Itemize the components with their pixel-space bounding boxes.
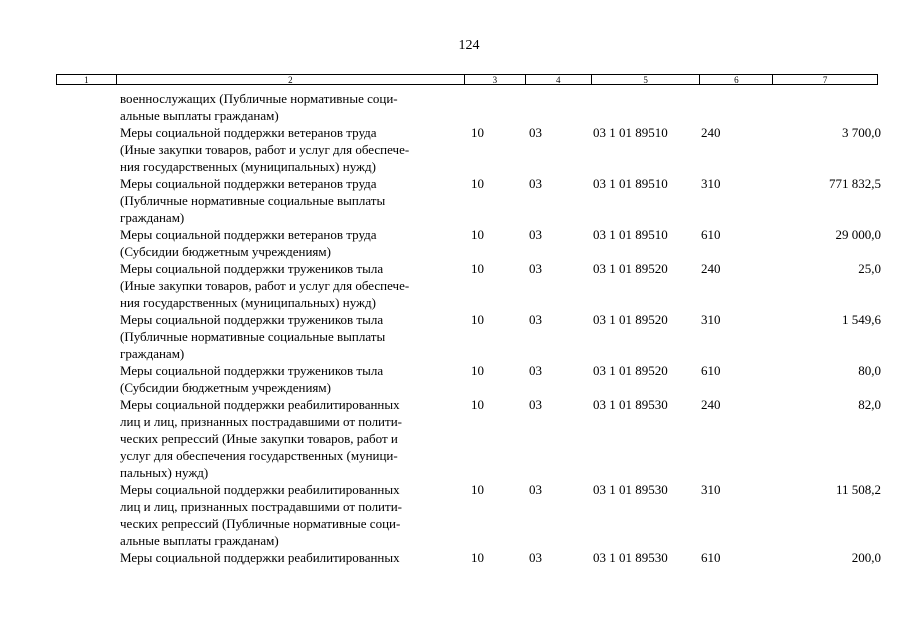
table-row <box>0 549 905 566</box>
table-body <box>0 90 905 566</box>
header-cell: 2 <box>117 75 465 84</box>
row-amount: 11 508,2 <box>835 482 881 497</box>
row-target: 03 1 01 89530 <box>593 482 668 497</box>
row-section: 10 <box>471 550 484 565</box>
table-row <box>0 226 905 260</box>
row-name: Меры социальной поддержки тружеников тыла (Публичные нормативные социальные выплаты гражданам) <box>120 312 386 361</box>
row-amount <box>769 90 881 124</box>
row-amount: 3 700,0 <box>842 125 881 140</box>
table-row <box>0 396 905 481</box>
table-row <box>0 260 905 311</box>
table-row <box>0 362 905 396</box>
header-cell: 6 <box>700 75 773 84</box>
row-section: 10 <box>471 176 484 191</box>
row-section: 10 <box>471 363 484 378</box>
header-cell: 1 <box>57 75 117 84</box>
table-row <box>0 175 905 226</box>
row-subsection: 03 <box>529 482 542 497</box>
row-amount: 29 000,0 <box>835 227 881 242</box>
row-section: 10 <box>471 227 484 242</box>
row-subsection: 03 <box>529 176 542 191</box>
table-header-row <box>56 74 878 85</box>
row-target: 03 1 01 89530 <box>593 397 668 412</box>
row-subsection: 03 <box>529 550 542 565</box>
row-subsection: 03 <box>529 227 542 242</box>
row-expense-type: 310 <box>701 312 721 327</box>
row-section: 10 <box>471 125 484 140</box>
row-name: Меры социальной поддержки тружеников тыла (Иные закупки товаров, работ и услуг для обеспече- ния государственных (муниципальных) нужд) <box>120 261 410 310</box>
table-row <box>0 311 905 362</box>
header-cell: 7 <box>822 75 828 85</box>
row-target: 03 1 01 89520 <box>593 312 668 327</box>
row-name: Меры социальной поддержки ветеранов труда (Иные закупки товаров, работ и услуг для обеспече- ния государственных (муниципальных) нужд) <box>120 125 410 174</box>
page-number: 124 <box>458 38 480 53</box>
row-name: Меры социальной поддержки реабилитированных лиц и лиц, признанных пострадавшими от полити- ческих репрессий (Публичные нормативные соци- альные выплаты гражданам) <box>120 482 402 548</box>
row-section: 10 <box>471 482 484 497</box>
row-name: Меры социальной поддержки реабилитированных <box>120 550 400 565</box>
row-amount: 82,0 <box>858 397 881 412</box>
row-section: 10 <box>471 312 484 327</box>
table-row <box>0 481 905 549</box>
row-expense-type: 240 <box>701 261 721 276</box>
row-expense-type: 240 <box>701 125 721 140</box>
row-target: 03 1 01 89510 <box>593 125 668 140</box>
row-subsection: 03 <box>529 125 542 140</box>
row-target: 03 1 01 89530 <box>593 550 668 565</box>
row-amount: 80,0 <box>858 363 881 378</box>
row-amount: 200,0 <box>851 550 881 565</box>
header-cell: 5 <box>592 75 701 84</box>
row-expense-type: 610 <box>701 227 721 242</box>
row-subsection: 03 <box>529 312 542 327</box>
row-section: 10 <box>471 397 484 412</box>
table-row <box>0 124 905 175</box>
row-target <box>593 90 701 124</box>
row-subsection <box>529 90 593 124</box>
row-target: 03 1 01 89510 <box>593 176 668 191</box>
header-cell: 3 <box>465 75 526 84</box>
row-expense-type: 240 <box>701 397 721 412</box>
row-expense-type <box>701 90 769 124</box>
row-name: Меры социальной поддержки ветеранов труда (Субсидии бюджетным учреждениям) <box>120 227 377 259</box>
row-name: Меры социальной поддержки ветеранов труда (Публичные нормативные социальные выплаты гражданам) <box>120 176 386 225</box>
row-section <box>465 90 529 124</box>
row-expense-type: 310 <box>701 482 721 497</box>
row-target: 03 1 01 89520 <box>593 261 668 276</box>
row-name: военнослужащих (Публичные нормативные соци- альные выплаты гражданам) <box>120 91 398 123</box>
row-target: 03 1 01 89510 <box>593 227 668 242</box>
header-cell: 4 <box>526 75 592 84</box>
row-name: Меры социальной поддержки реабилитированных лиц и лиц, признанных пострадавшими от полити- ческих репрессий (Иные закупки товаров, работ и услуг для обеспечения государственных (муници- пальных) нужд) <box>120 397 402 480</box>
row-expense-type: 310 <box>701 176 721 191</box>
row-name: Меры социальной поддержки тружеников тыла (Субсидии бюджетным учреждениям) <box>120 363 384 395</box>
row-expense-type: 610 <box>701 550 721 565</box>
row-section: 10 <box>471 261 484 276</box>
row-amount: 25,0 <box>858 261 881 276</box>
table-row <box>0 90 905 124</box>
row-amount: 1 549,6 <box>842 312 881 327</box>
row-target: 03 1 01 89520 <box>593 363 668 378</box>
row-subsection: 03 <box>529 363 542 378</box>
row-subsection: 03 <box>529 397 542 412</box>
row-subsection: 03 <box>529 261 542 276</box>
row-amount: 771 832,5 <box>829 176 881 191</box>
row-expense-type: 610 <box>701 363 721 378</box>
